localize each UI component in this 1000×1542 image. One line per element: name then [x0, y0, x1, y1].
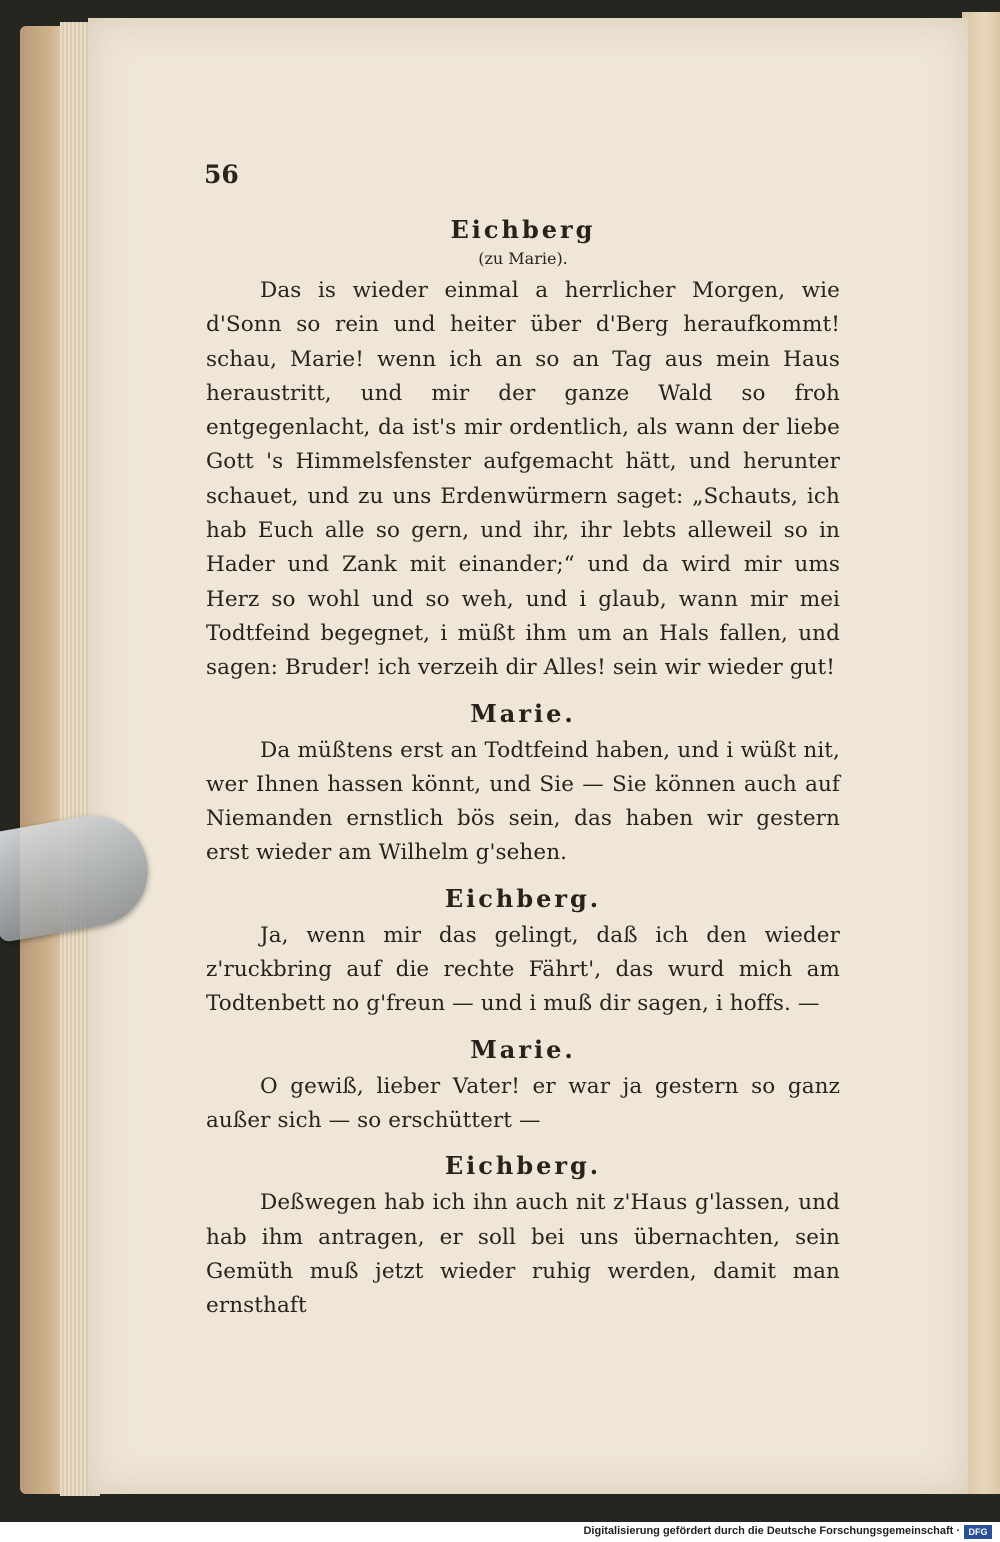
- speaker-name: Eichberg.: [444, 1151, 602, 1181]
- digitization-footer: [0, 1522, 1000, 1542]
- dfg-logo: DFG: [964, 1525, 992, 1539]
- speaker-name: Eichberg.: [444, 883, 602, 913]
- dialogue-paragraph: Deßwegen hab ich ihn auch nit z'Haus g'lassen, und hab ihm antragen, er soll bei uns übernachten, sein Gemüth muß jetzt wieder ruhig werden, damit man ernsthaft: [206, 1190, 840, 1319]
- play-text: [206, 210, 840, 1323]
- stage-direction: (zu Marie).: [478, 249, 568, 268]
- funding-notice: Digitalisierung gefördert durch die Deutsche Forschungsgemeinschaft ·: [583, 1525, 960, 1537]
- page-number: 56: [204, 160, 239, 189]
- dialogue-paragraph: Da müßtens erst an Todtfeind haben, und i wüßt nit, wer Ihnen hassen könnt, und Sie — Sie können auch auf Niemanden ernstlich bös sein, das haben wir gestern erst wieder am Wilhelm g'sehen.: [206, 737, 840, 866]
- speaker-name: Eichberg: [450, 215, 596, 244]
- speaker-name: Marie.: [470, 1034, 576, 1064]
- speaker-name: Marie.: [470, 698, 576, 728]
- dialogue-paragraph: O gewiß, lieber Vater! er war ja gestern so ganz außer sich — so erschüttert —: [206, 1073, 840, 1133]
- dialogue-paragraph: Ja, wenn mir das gelingt, daß ich den wieder z'ruckbring auf die rechte Fährt', das wurd mich am Todtenbett no g'freun — und i muß dir sagen, i hoffs. —: [206, 922, 840, 1017]
- dialogue-paragraph: Das is wieder einmal a herrlicher Morgen, wie d'Sonn so rein und heiter über d'Berg heraufkommt! schau, Marie! wenn ich an so an Tag aus mein Haus heraustritt, und mir der ganze Wald so froh entgegenlacht, da ist's mir ordentlich, als wann der liebe Gott 's Himmelsfenster aufgemacht hätt, und herunter schauet, und zu uns Erdenwürmern saget: „Schauts, ich hab Euch alle so gern, und ihr, ihr lebts alleweil so in Hader und Zank mit einander;“ und da wird mir ums Herz so wohl und so weh, und i glaub, wann mir mei Todtfeind begegnet, i müßt ihm um an Hals fallen, und sagen: Bruder! ich verzeih dir Alles! sein wir wieder gut!: [206, 278, 840, 681]
